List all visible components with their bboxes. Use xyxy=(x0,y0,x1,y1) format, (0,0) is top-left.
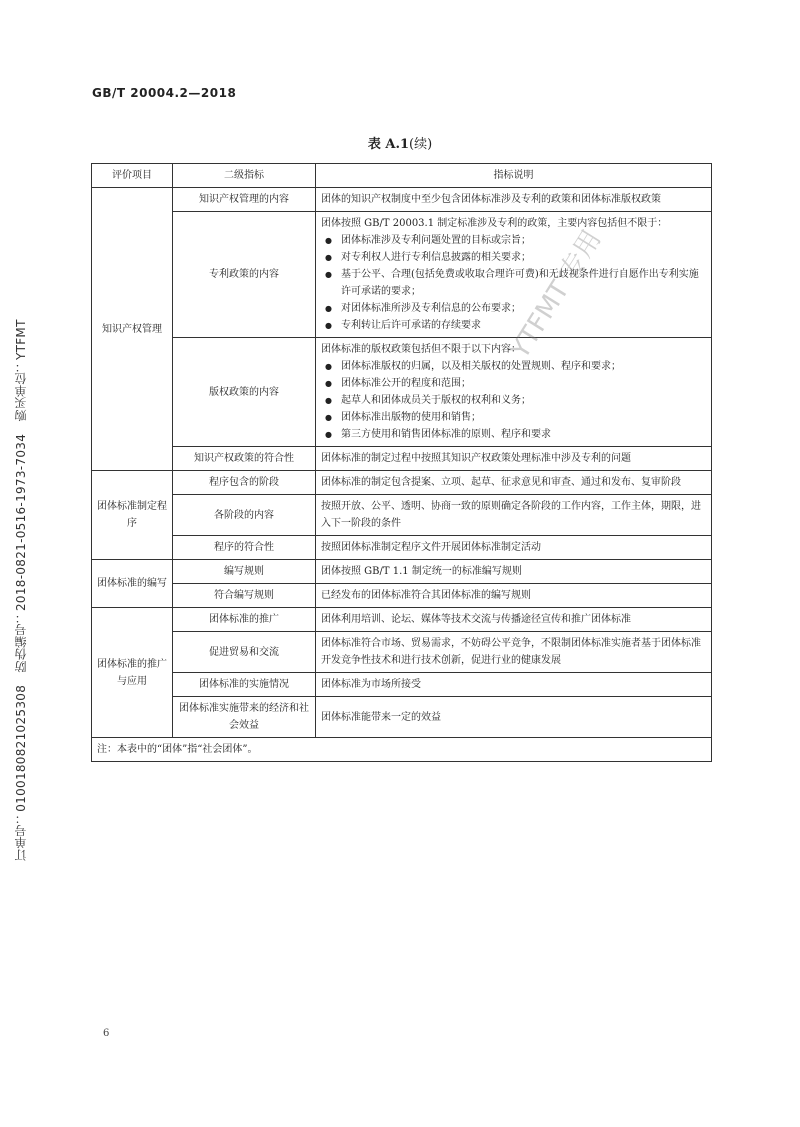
column-header-category: 评价项目 xyxy=(92,164,173,188)
table-row xyxy=(92,212,712,338)
description-cell: 已经发布的团体标准符合其团体标准的编写规则 xyxy=(316,584,712,608)
indicator-cell: 版权政策的内容 xyxy=(173,338,316,447)
table-row xyxy=(92,188,712,212)
indicator-cell: 知识产权管理的内容 xyxy=(173,188,316,212)
indicator-cell: 各阶段的内容 xyxy=(173,495,316,536)
indicator-cell: 团体标准实施带来的经济和社会效益 xyxy=(173,697,316,738)
bullet-item: ● 第三方使用和销售团体标准的原则、程序和要求 xyxy=(321,426,706,443)
table-title xyxy=(0,133,800,152)
description-cell: 团体标准的制定包含提案、立项、起草、征求意见和审查、通过和发布、复审阶段 xyxy=(316,471,712,495)
bullet-item: ● 团体标准出版物的使用和销售； xyxy=(321,409,706,426)
description-cell: 团体标准的制定过程中按照其知识产权政策处理标准中涉及专利的问题 xyxy=(316,447,712,471)
bullet-item: ● 基于公平、合理(包括免费或收取合理许可费)和无歧视条件进行自愿作出专利实施许可承诺的要求； xyxy=(321,266,706,300)
table-row xyxy=(92,471,712,495)
description-cell: 团体的知识产权制度中至少包含团体标准涉及专利的政策和团体标准版权政策 xyxy=(316,188,712,212)
table-title-suffix: (续) xyxy=(409,137,433,152)
description-cell: 按照团体标准制定程序文件开展团体标准制定活动 xyxy=(316,536,712,560)
indicator-cell: 符合编写规则 xyxy=(173,584,316,608)
evaluation-table xyxy=(91,163,712,762)
table-note-row xyxy=(92,738,712,762)
table-row xyxy=(92,697,712,738)
bullet-item: ● 起草人和团体成员关于版权的权利和义务； xyxy=(321,392,706,409)
table-row xyxy=(92,673,712,697)
indicator-cell: 促进贸易和交流 xyxy=(173,632,316,673)
bullet-item: ● 团体标准版权的归属，以及相关版权的处置规则、程序和要求； xyxy=(321,358,706,375)
category-drafting: 团体标准的编写 xyxy=(92,560,173,608)
description-cell: 团体利用培训、论坛、媒体等技术交流与传播途径宣传和推广团体标准 xyxy=(316,608,712,632)
indicator-cell: 编写规则 xyxy=(173,560,316,584)
indicator-cell: 团体标准的实施情况 xyxy=(173,673,316,697)
table-row xyxy=(92,584,712,608)
table-title-label: 表 A.1 xyxy=(367,137,410,152)
table-row xyxy=(92,495,712,536)
description-cell: 按照开放、公平、透明、协商一致的原则确定各阶段的工作内容，工作主体，期限，进入下一阶段的条件 xyxy=(316,495,712,536)
category-procedure: 团体标准制定程序 xyxy=(92,471,173,560)
watermark: YTFMT 专用 xyxy=(505,224,608,365)
bullet-item: ● 对专利权人进行专利信息披露的相关要求； xyxy=(321,249,706,266)
page-number: 6 xyxy=(103,1028,110,1039)
table-row xyxy=(92,536,712,560)
description-cell: 团体按照 GB/T 1.1 制定统一的标准编写规则 xyxy=(316,560,712,584)
table-row xyxy=(92,338,712,447)
table-note: 注：本表中的“团体”指“社会团体”。 xyxy=(92,738,712,762)
order-info-margin: 订单号：0100180821025308 防伪编号：2018-0821-0516-1973-7034 购买单位：YTFMT xyxy=(14,319,28,861)
indicator-cell: 程序的符合性 xyxy=(173,536,316,560)
bullet-item: ● 专利转让后许可承诺的存续要求 xyxy=(321,317,706,334)
indicator-cell: 专利政策的内容 xyxy=(173,212,316,338)
description-cell xyxy=(316,338,712,447)
bullet-item: ● 团体标准涉及专利问题处置的目标或宗旨； xyxy=(321,232,706,249)
indicator-cell: 程序包含的阶段 xyxy=(173,471,316,495)
category-ip-management: 知识产权管理 xyxy=(92,188,173,471)
indicator-cell: 知识产权政策的符合性 xyxy=(173,447,316,471)
table-row xyxy=(92,632,712,673)
description-intro: 团体按照 GB/T 20003.1 制定标准涉及专利的政策，主要内容包括但不限于： xyxy=(321,218,668,229)
table-row xyxy=(92,560,712,584)
indicator-cell: 团体标准的推广 xyxy=(173,608,316,632)
standard-code: GB/T 20004.2—2018 xyxy=(92,86,237,100)
column-header-indicator: 二级指标 xyxy=(173,164,316,188)
category-promotion: 团体标准的推广与应用 xyxy=(92,608,173,738)
table-row xyxy=(92,447,712,471)
description-cell: 团体标准符合市场、贸易需求，不妨碍公平竞争，不限制团体标准实施者基于团体标准开发竞争性技术和进行技术创新，促进行业的健康发展 xyxy=(316,632,712,673)
bullet-item: ● 团体标准公开的程度和范围； xyxy=(321,375,706,392)
table-row xyxy=(92,608,712,632)
description-cell xyxy=(316,212,712,338)
table-header-row xyxy=(92,164,712,188)
bullet-item: ● 对团体标准所涉及专利信息的公布要求； xyxy=(321,300,706,317)
description-intro: 团体标准的版权政策包括但不限于以下内容： xyxy=(321,344,521,355)
column-header-description: 指标说明 xyxy=(316,164,712,188)
description-cell: 团体标准能带来一定的效益 xyxy=(316,697,712,738)
description-cell: 团体标准为市场所接受 xyxy=(316,673,712,697)
